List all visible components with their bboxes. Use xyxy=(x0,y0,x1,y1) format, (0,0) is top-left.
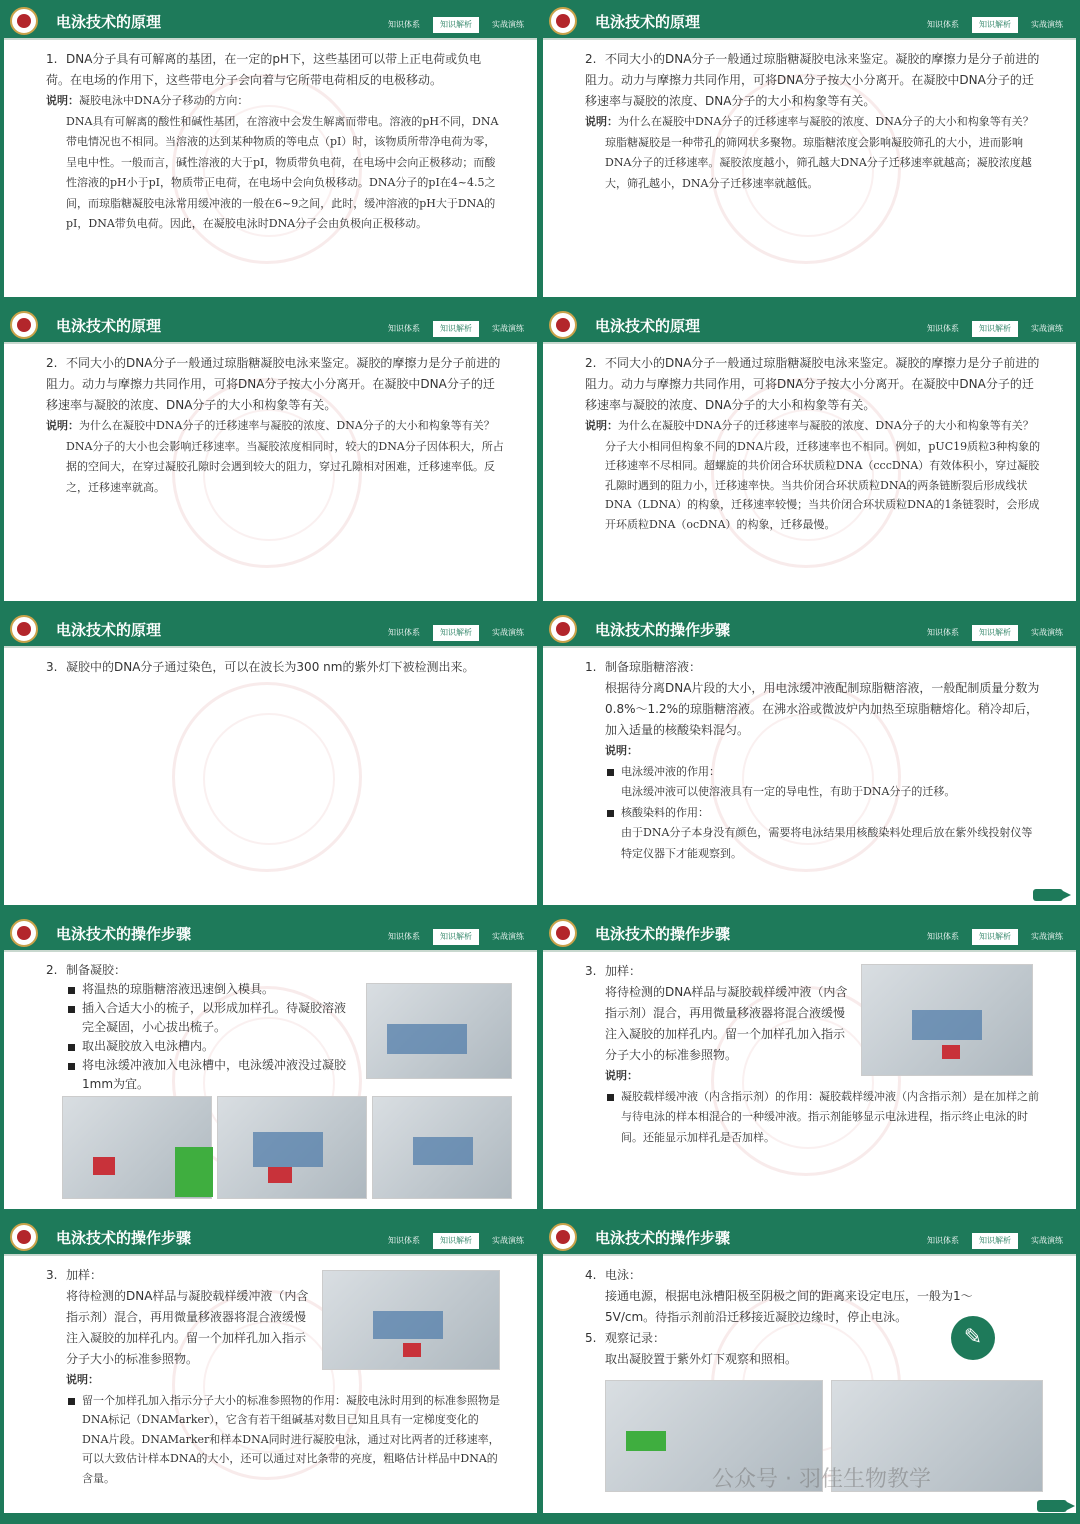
loading-sample-photo xyxy=(861,964,1033,1076)
slide-7 xyxy=(4,916,537,1215)
list-item: 将温热的琼脂糖溶液迅速倒入模具。 xyxy=(66,980,356,999)
list-item: 将电泳缓冲液加入电泳槽中，电泳缓冲液没过凝胶1mm为宜。 xyxy=(66,1056,356,1094)
slide-title: 电泳技术的操作步骤 xyxy=(595,1229,731,1247)
main-point: 不同大小的DNA分子一般通过琼脂糖凝胶电泳来鉴定。凝胶的摩擦力是分子前进的阻力。动力与摩擦力共同作用，可将DNA分子按大小分离开。在凝胶中DNA分子的迁移速率与凝胶的浓度、DNA分子的大小和构象等有关。 xyxy=(585,356,1040,412)
note-question: 凝胶电泳中DNA分子移动的方向： xyxy=(79,94,249,107)
slide-title: 电泳技术的原理 xyxy=(595,13,701,31)
school-logo xyxy=(10,7,38,35)
school-logo xyxy=(549,615,577,643)
divider xyxy=(543,646,1076,648)
bullet-item: 凝胶载样缓冲液（内含指示剂）的作用：凝胶载样缓冲液（内含指示剂）是在加样之前与待电泳的样本相混合的一种缓冲液。指示剂能够显示电泳进程，指示终止电泳的时间。还能显示加样孔是否加样。 xyxy=(605,1087,1043,1149)
note-label: 说明： xyxy=(605,744,638,757)
bottom-stripe xyxy=(4,1209,537,1215)
slide-title: 电泳技术的操作步骤 xyxy=(595,925,731,943)
slide-title: 电泳技术的操作步骤 xyxy=(56,925,192,943)
main-point: 根据待分离DNA片段的大小，用电泳缓冲液配制琼脂糖溶液，一般配制质量分数为0.8%～1.2%的琼脂糖溶液。在沸水浴或微波炉内加热至琼脂糖熔化。稍冷却后，加入适量的核酸染料混匀。 xyxy=(605,681,1040,737)
slide-header xyxy=(543,308,1076,342)
slide-header xyxy=(4,308,537,342)
step-heading: 制备凝胶： xyxy=(66,963,127,977)
main-point: 凝胶中的DNA分子通过染色，可以在波长为300 nm的紫外灯下被检测出来。 xyxy=(66,660,475,674)
bottom-stripe xyxy=(543,1513,1076,1519)
bottom-stripe xyxy=(543,905,1076,911)
tab-practice[interactable]: 实战演练 xyxy=(492,932,524,941)
item-number: 3. xyxy=(46,660,58,674)
slide-body xyxy=(585,49,1043,194)
school-logo xyxy=(549,7,577,35)
insert-comb-photo xyxy=(217,1096,367,1199)
tab-practice[interactable]: 实战演练 xyxy=(1031,20,1063,29)
bottom-stripe xyxy=(4,297,537,303)
tab-practice[interactable]: 实战演练 xyxy=(492,324,524,333)
slide-2 xyxy=(543,4,1076,303)
item-number: 2. xyxy=(46,963,58,977)
note-answer: 分子大小相同但构象不同的DNA片段，迁移速率也不相同。例如，pUC19质粒3种构象的迁移速率不尽相同。超螺旋的共价闭合环状质粒DNA（cccDNA）有效体积小，穿过凝胶孔隙时遇到的阻力小，迁移速率快。当共价闭合环状质粒DNA的两条链断裂后形成线状DNA（LDNA）的构象，迁移速率较慢；当共价闭合环状质粒DNA的1条链裂时，会形成开环质粒DNA（ocDNA）的构象，迁移最慢。 xyxy=(605,439,1041,531)
note-label: 说明： xyxy=(66,1373,99,1386)
watermark-seal xyxy=(172,682,362,872)
tab-practice[interactable]: 实战演练 xyxy=(1031,324,1063,333)
tab-knowledge-system[interactable]: 知识体系 xyxy=(388,324,420,333)
tab-knowledge-system[interactable]: 知识体系 xyxy=(388,932,420,941)
school-logo xyxy=(549,1223,577,1251)
slide-8 xyxy=(543,916,1076,1215)
tab-knowledge-analysis[interactable]: 知识解析 xyxy=(433,17,479,33)
note-question: 为什么在凝胶中DNA分子的迁移速率与凝胶的浓度、DNA分子的大小和构象等有关？ xyxy=(79,419,495,432)
slide-4 xyxy=(543,308,1076,607)
slide-3 xyxy=(4,308,537,607)
note-label: 说明： xyxy=(585,419,618,432)
slide-title: 电泳技术的原理 xyxy=(595,317,701,335)
slide-body xyxy=(585,657,1043,864)
slide-header xyxy=(543,1220,1076,1254)
note-answer: DNA具有可解离的酸性和碱性基团，在溶液中会发生解离而带电。溶液的pH不同，DNA带电情况也不相同。当溶液的达到某种物质的等电点（pI）时，该物质所带净电荷为零，呈电中性。一般而言，碱性溶液的大于pI，物质带负电荷，在电场中会向正极移动；而酸性溶液的pH小于pI，物质带正电荷，在电场中会向负极移动。DNA分子的pI在4~4.5之间，而琼脂糖凝胶电泳常用缓冲液的一般在6~9之间，此时，缓冲溶液的pH大于DNA的pI，DNA带负电荷。因此，在凝胶电泳时DNA分子会由负极向正极移动。 xyxy=(66,114,499,230)
note-label: 说明： xyxy=(605,1069,638,1082)
tab-knowledge-analysis[interactable]: 知识解析 xyxy=(972,1233,1018,1249)
list-item: 插入合适大小的梳子，以形成加样孔。待凝胶溶液完全凝固，小心拔出梳子。 xyxy=(66,999,356,1037)
slide-body xyxy=(46,49,504,235)
item-number: 2. xyxy=(585,356,597,370)
tab-practice[interactable]: 实战演练 xyxy=(492,628,524,637)
step-heading: 制备琼脂糖溶液： xyxy=(605,660,702,674)
slide-body xyxy=(585,353,1043,534)
school-logo xyxy=(10,919,38,947)
bullet-text: 电泳缓冲液的作用： xyxy=(621,764,720,778)
slide-title: 电泳技术的原理 xyxy=(56,317,162,335)
note-answer: DNA分子的大小也会影响迁移速率。当凝胶浓度相同时，较大的DNA分子因体积大，所占据的空间大，在穿过凝胶孔隙时会遇到较大的阻力，穿过孔隙相对困难，迁移速率低。反之，迁移速率就高。 xyxy=(66,439,504,494)
tab-knowledge-system[interactable]: 知识体系 xyxy=(388,20,420,29)
slide-header xyxy=(543,916,1076,950)
tab-knowledge-analysis[interactable]: 知识解析 xyxy=(433,625,479,641)
bullet-item: 留一个加样孔加入指示分子大小的标准参照物的作用：凝胶电泳时用到的标准参照物是DNA标记（DNAMarker），它含有若干组碱基对数目已知且具有一定梯度变化的DNA片段。DNAMarker和样本DNA同时进行凝胶电泳，通过对比两者的迁移速率，可以大致估计样本DNA的大小，还可以通过对比条带的亮度，粗略估计样品中DNA的含量。 xyxy=(66,1391,504,1489)
bullet-detail: 由于DNA分子本身没有颜色，需要将电泳结果用核酸染料处理后放在紫外线投射仪等特定仪器下才能观察到。 xyxy=(621,826,1033,860)
tab-knowledge-system[interactable]: 知识体系 xyxy=(927,20,959,29)
tab-knowledge-analysis[interactable]: 知识解析 xyxy=(433,929,479,945)
tab-knowledge-system[interactable]: 知识体系 xyxy=(388,628,420,637)
step-heading: 加样： xyxy=(66,1268,103,1282)
bottom-stripe xyxy=(543,1209,1076,1215)
loading-sample-photo xyxy=(322,1270,500,1370)
school-logo xyxy=(549,919,577,947)
slide-header xyxy=(543,612,1076,646)
bullet-item xyxy=(605,762,1043,783)
divider xyxy=(543,342,1076,344)
bullet-item xyxy=(605,803,1043,824)
item-number: 2. xyxy=(46,356,58,370)
school-logo xyxy=(10,615,38,643)
slide-header xyxy=(4,612,537,646)
slide-title: 电泳技术的操作步骤 xyxy=(595,621,731,639)
step-heading: 观察记录： xyxy=(605,1331,666,1345)
bottom-stripe xyxy=(4,905,537,911)
bullet-text: 核酸染料的作用： xyxy=(621,805,709,819)
slide-header xyxy=(4,916,537,950)
school-logo xyxy=(10,311,38,339)
main-point: 不同大小的DNA分子一般通过琼脂糖凝胶电泳来鉴定。凝胶的摩擦力是分子前进的阻力。动力与摩擦力共同作用，可将DNA分子按大小分离开。在凝胶中DNA分子的迁移速率与凝胶的浓度、DNA分子的大小和构象等有关。 xyxy=(46,356,501,412)
main-point: 将待检测的DNA样品与凝胶载样缓冲液（内含指示剂）混合，再用微量移液器将混合液缓慢注入凝胶的加样孔内。留一个加样孔加入指示分子大小的标准参照物。 xyxy=(605,985,848,1062)
slide-title: 电泳技术的原理 xyxy=(56,13,162,31)
item-number: 1. xyxy=(46,52,58,66)
slide-header xyxy=(4,4,537,38)
item-number: 2. xyxy=(585,52,597,66)
divider xyxy=(4,38,537,40)
item-number: 3. xyxy=(46,1268,58,1282)
note-label: 说明： xyxy=(46,419,79,432)
tab-knowledge-analysis[interactable]: 知识解析 xyxy=(972,321,1018,337)
tab-practice[interactable]: 实战演练 xyxy=(1031,628,1063,637)
tab-practice[interactable]: 实战演练 xyxy=(1031,932,1063,941)
tab-practice[interactable]: 实战演练 xyxy=(492,20,524,29)
bottom-stripe xyxy=(4,1513,537,1519)
pointing-hand-icon[interactable] xyxy=(1037,1500,1067,1512)
divider xyxy=(4,342,537,344)
bottom-stripe xyxy=(543,297,1076,303)
pouring-gel-photo xyxy=(62,1096,212,1199)
bullet-detail: 电泳缓冲液可以使溶液具有一定的导电性，有助于DNA分子的迁移。 xyxy=(621,785,956,798)
divider xyxy=(543,38,1076,40)
tab-practice[interactable]: 实战演练 xyxy=(492,1236,524,1245)
tab-knowledge-analysis[interactable]: 知识解析 xyxy=(972,17,1018,33)
note-label: 说明： xyxy=(46,94,79,107)
note-question: 为什么在凝胶中DNA分子的迁移速率与凝胶的浓度、DNA分子的大小和构象等有关？ xyxy=(618,115,1034,128)
step-heading: 加样： xyxy=(605,964,642,978)
bottom-stripe xyxy=(543,601,1076,607)
tab-knowledge-system[interactable]: 知识体系 xyxy=(927,324,959,333)
note-label: 说明： xyxy=(585,115,618,128)
divider xyxy=(4,646,537,648)
slide-1 xyxy=(4,4,537,303)
slide-title: 电泳技术的原理 xyxy=(56,621,162,639)
gel-mold-photo xyxy=(366,983,512,1079)
item-number: 5. xyxy=(585,1331,597,1345)
item-number: 3. xyxy=(585,964,597,978)
school-logo xyxy=(549,311,577,339)
note-question: 为什么在凝胶中DNA分子的迁移速率与凝胶的浓度、DNA分子的大小和构象等有关？ xyxy=(618,419,1034,432)
main-point: 取出凝胶置于紫外灯下观察和照相。 xyxy=(605,1352,798,1366)
footer-watermark: 公众号 · 羽佳生物教学 xyxy=(712,1467,931,1492)
slide-body xyxy=(46,353,504,498)
slide-6 xyxy=(543,612,1076,911)
slide-header xyxy=(543,4,1076,38)
slide-header xyxy=(4,1220,537,1254)
tab-knowledge-analysis[interactable]: 知识解析 xyxy=(972,929,1018,945)
tab-knowledge-analysis[interactable]: 知识解析 xyxy=(433,1233,479,1249)
main-point: 接通电源，根据电泳槽阳极至阴极之间的距离来设定电压，一般为1～5V/cm。待指示剂前沿迁移接近凝胶边缘时，停止电泳。 xyxy=(605,1289,973,1324)
tab-knowledge-analysis[interactable]: 知识解析 xyxy=(972,625,1018,641)
divider xyxy=(4,1254,537,1256)
step-heading: 电泳： xyxy=(605,1268,642,1282)
pen-note-icon[interactable]: ✎ xyxy=(951,1316,995,1360)
divider xyxy=(543,1254,1076,1256)
bottom-stripe xyxy=(4,601,537,607)
pointing-hand-icon[interactable] xyxy=(1033,889,1063,901)
divider xyxy=(4,950,537,952)
main-point: DNA分子具有可解离的基团，在一定的pH下，这些基团可以带上正电荷或负电荷。在电场的作用下，这些带电分子会向着与它所带电荷相反的电极移动。 xyxy=(46,52,482,87)
tab-knowledge-system[interactable]: 知识体系 xyxy=(927,1236,959,1245)
tab-knowledge-analysis[interactable]: 知识解析 xyxy=(433,321,479,337)
item-number: 4. xyxy=(585,1268,597,1282)
slide-title: 电泳技术的操作步骤 xyxy=(56,1229,192,1247)
tab-knowledge-system[interactable]: 知识体系 xyxy=(927,628,959,637)
tab-knowledge-system[interactable]: 知识体系 xyxy=(388,1236,420,1245)
main-point: 不同大小的DNA分子一般通过琼脂糖凝胶电泳来鉴定。凝胶的摩擦力是分子前进的阻力。动力与摩擦力共同作用，可将DNA分子按大小分离开。在凝胶中DNA分子的迁移速率与凝胶的浓度、DNA分子的大小和构象等有关。 xyxy=(585,52,1040,108)
slide-5 xyxy=(4,612,537,911)
list-item: 取出凝胶放入电泳槽内。 xyxy=(66,1037,356,1056)
electrophoresis-tank-photo xyxy=(372,1096,512,1199)
school-logo xyxy=(10,1223,38,1251)
tab-knowledge-system[interactable]: 知识体系 xyxy=(927,932,959,941)
note-answer: 琼脂糖凝胶是一种带孔的筛网状多聚物。琼脂糖浓度会影响凝胶筛孔的大小，进而影响DNA分子的迁移速率。凝胶浓度越小，筛孔越大DNA分子迁移速率就越高；凝胶浓度越大，筛孔越小，DNA分子迁移速率就越低。 xyxy=(605,135,1032,190)
main-point: 将待检测的DNA样品与凝胶载样缓冲液（内含指示剂）混合，再用微量移液器将混合液缓慢注入凝胶的加样孔内。留一个加样孔加入指示分子大小的标准参照物。 xyxy=(66,1289,309,1366)
divider xyxy=(543,950,1076,952)
slide-body xyxy=(46,657,504,678)
tab-practice[interactable]: 实战演练 xyxy=(1031,1236,1063,1245)
slide-9 xyxy=(4,1220,537,1519)
slide-body xyxy=(46,961,356,1094)
item-number: 1. xyxy=(585,660,597,674)
